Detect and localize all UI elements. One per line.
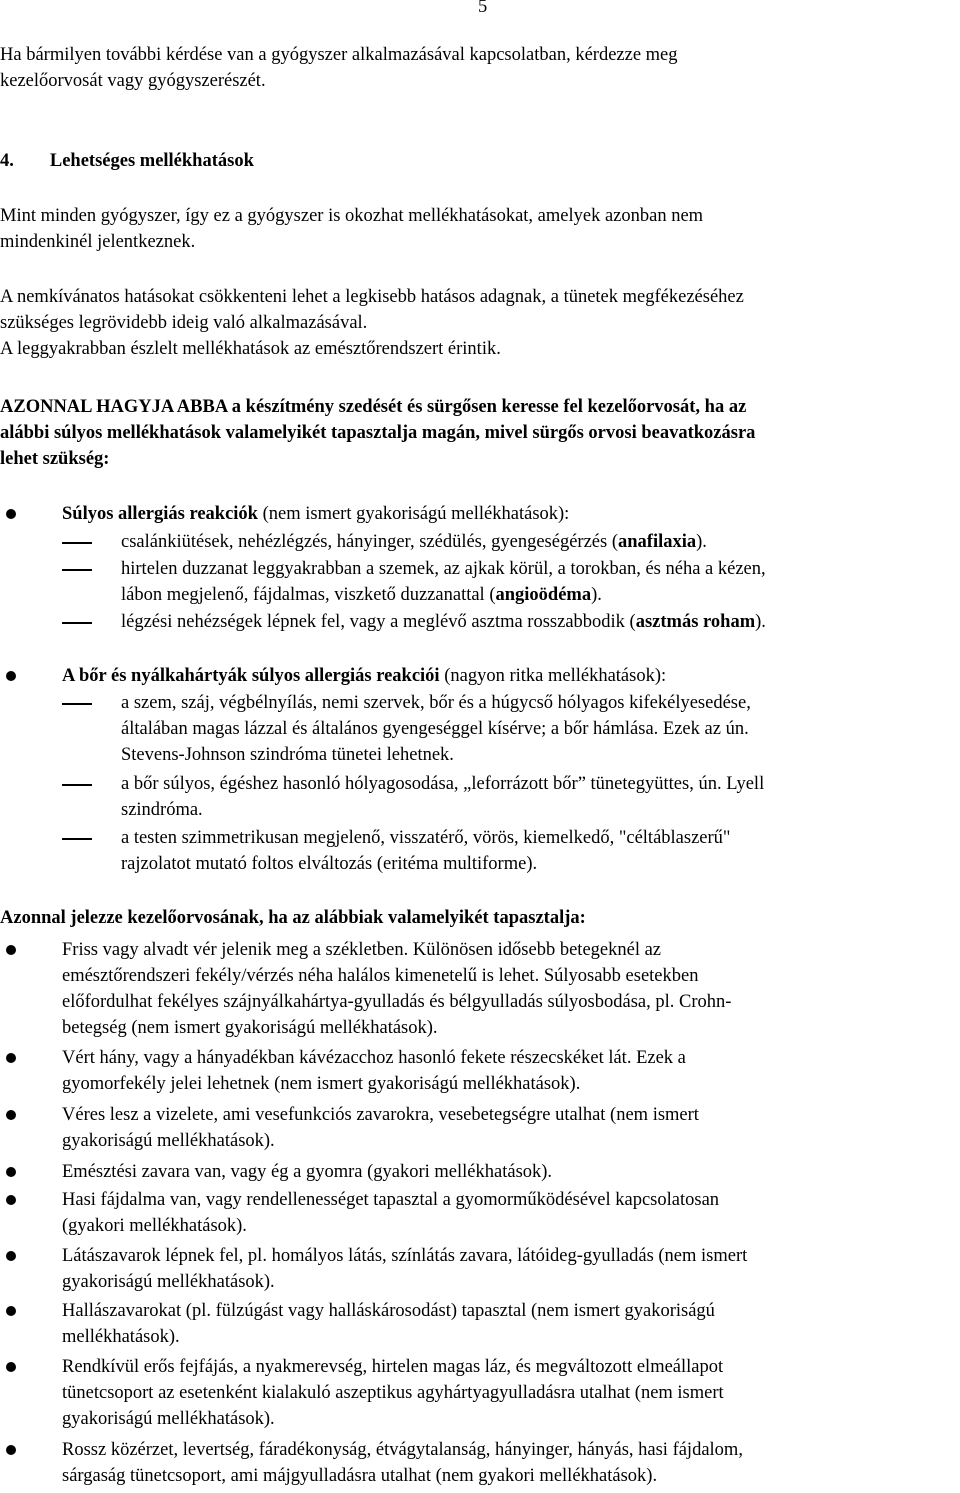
bullet-icon [6,945,16,955]
list-item: Látászavarok lépnek fel, pl. homályos látás, színlátás zavara, látóideg-gyulladás (nem ismert gyakoriságú mellékhatások). [62,1246,748,1292]
skin-item-3: a testen szimmetrikusan megjelenő, visszatérő, vörös, kiemelkedő, "céltáblaszerű" rajzolatot mutató foltos elváltozás (eritéma multiforme). [121,828,731,874]
intro-paragraph: Ha bármilyen további kérdése van a gyógyszer alkalmazásával kapcsolatban, kérdezze meg kezelőorvosát vagy gyógyszerészét. [0,45,678,91]
skin-item-1: a szem, száj, végbélnyílás, nemi szervek, bőr és a húgycső hólyagos kifekélyesedése, általában magas lázzal és általános gyengeséggel kísérve; a bőr hámlása. Ezek az ún. Stevens-Johnson szindróma tünetei lehetnek. [121,693,751,765]
bullet-icon [6,1053,16,1063]
list-item: Hasi fájdalma van, vagy rendellenességet tapasztal a gyomorműködésével kapcsolatosan (gyakori mellékhatások). [62,1190,720,1236]
bullet-icon [6,1362,16,1372]
list-item: Emésztési zavara van, vagy ég a gyomra (gyakori mellékhatások). [62,1162,553,1182]
list-item: Friss vagy alvadt vér jelenik meg a székletben. Különösen idősebb betegeknél az emésztőrendszeri fekély/vérzés néha halálos kimenetelű is lehet. Súlyosabb esetekben előfordulhat fekélyes szájnyálkahártya-gyulladás és bélgyulladás súlyosbodása, pl. Crohn- betegség (nem ismert gyakoriságú mellékhatások). [62,940,732,1038]
bullet-icon [6,1306,16,1316]
section-number: 4. [0,151,14,171]
section-heading [0,148,956,174]
skin-heading: A bőr és nyálkahártyák súlyos allergiás reakciói (nagyon ritka mellékhatások): [62,666,667,686]
bullet-icon [6,1445,16,1455]
dash-icon [62,784,92,786]
list-item: Véres lesz a vizelete, ami vesefunkciós zavarokra, vesebetegségre utalhat (nem ismert gyakoriságú mellékhatások). [62,1105,699,1151]
allergy-item-1: csalánkiütések, nehézlégzés, hányinger, szédülés, gyengeségérzés (anafilaxia). [121,532,707,552]
list-item: Rendkívül erős fejfájás, a nyakmerevség, hirtelen magas láz, és megváltozott elmeállapot tünetcsoport az esetenként kialakuló aszeptikus agyhártyagyulladásra utalhat (nem ismert gyakoriságú mellékhatások). [62,1357,724,1429]
list-item: Hallászavarokat (pl. fülzúgást vagy halláskárosodást) tapasztal (nem ismert gyakoriságú mellékhatások). [62,1301,715,1347]
bullet-icon [6,509,16,519]
allergy-item-3: légzési nehézségek lépnek fel, vagy a meglévő asztma rosszabbodik (asztmás roham). [121,612,766,632]
dash-icon [62,569,92,571]
bullet-icon [6,1167,16,1177]
dash-icon [62,838,92,840]
allergy-item-2: hirtelen duzzanat leggyakrabban a szemek, az ajkak körül, a torokban, és néha a kézen, lábon megjelenő, fájdalmas, viszkető duzzanattal (angioödéma). [121,559,766,605]
dash-icon [62,622,92,624]
skin-item-2: a bőr súlyos, égéshez hasonló hólyagosodása, „leforrázott bőr” tünetegyüttes, ún. Lyell szindróma. [121,774,765,820]
paragraph-2: A nemkívánatos hatásokat csökkenteni lehet a legkisebb hatásos adagnak, a tünetek megfékezéséhez szükséges legrövidebb ideig való alkalmazásával. A leggyakrabban észlelt mellékhatások az emésztőrendszert érintik. [0,287,744,359]
warning-paragraph: AZONNAL HAGYJA ABBA a készítmény szedését és sürgősen keresse fel kezelőorvosát, ha az alábbi súlyos mellékhatások valamelyikét tapasztalja magán, mivel sürgős orvosi beavatkozásra lehet szükség: [0,397,756,469]
list-item: Vért hány, vagy a hányadékban kávézacchoz hasonló fekete részecskéket lát. Ezek a gyomorfekély jelei lehetnek (nem ismert gyakoriságú mellékhatások). [62,1048,686,1094]
allergy-heading: Súlyos allergiás reakciók (nem ismert gyakoriságú mellékhatások): [62,504,570,524]
dash-icon [62,703,92,705]
bullet-icon [6,1251,16,1261]
bullet-icon [6,671,16,681]
page-number: 5 [478,0,488,17]
dash-icon [62,542,92,544]
notify-heading: Azonnal jelezze kezelőorvosának, ha az alábbiak valamelyikét tapasztalja: [0,908,586,928]
list-item: Rossz közérzet, levertség, fáradékonyság, étvágytalanság, hányinger, hányás, hasi fájdalom, sárgaság tünetcsoport, ami májgyulladásra utalhat (nem gyakori mellékhatások). [62,1440,743,1486]
bullet-icon [6,1195,16,1205]
bullet-icon [6,1110,16,1120]
paragraph-1: Mint minden gyógyszer, így ez a gyógyszer is okozhat mellékhatásokat, amelyek azonban nem mindenkinél jelentkeznek. [0,206,704,252]
section-title: Lehetséges mellékhatások [49,151,254,171]
